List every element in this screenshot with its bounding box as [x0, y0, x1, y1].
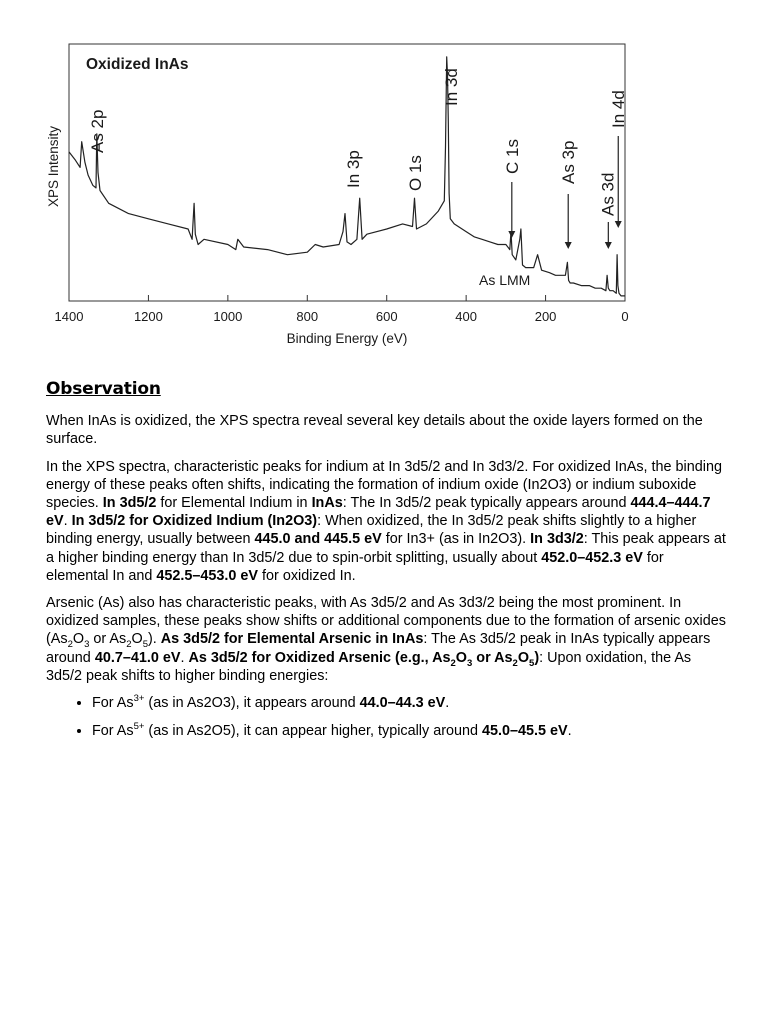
as-3d-arrow-head: [605, 242, 612, 249]
indium-paragraph: In the XPS spectra, characteristic peaks for indium at In 3d5/2 and In 3d3/2. For oxidized InAs, the binding energy of these peaks often shifts, indicating the formation of indium oxide (In2O3) or indium suboxide species. In 3d5/2 for Elemental Indium in InAs: The In 3d5/2 peak typically appears around 444.4–444.7 eV. In 3d5/2 for Oxidized Indium (In2O3): When oxidized, the In 3d5/2 peak shifts slightly to a higher binding energy, usually between 445.0 and 445.5 eV for In3+ (as in In2O3). In 3d3/2: This peak appears at a higher binding energy than In 3d5/2 due to spin-orbit splitting, usually about 452.0–452.3 eV for elemental In and 452.5–453.0 eV for oxidized In.: [46, 458, 726, 584]
oxidation-state-list: [46, 694, 726, 740]
list-item: • For $As^{5+}$ (as in As2O5), it can appear higher, typically around 45.0–45.5 eV.: [92, 722, 726, 740]
intro-paragraph: When InAs is oxidized, the XPS spectra reveal several key details about the oxide layers formed on the surface.: [46, 413, 703, 448]
xps-spectrum-figure: [40, 36, 640, 356]
in-4d-arrow-head: [615, 221, 622, 228]
peak-label-in-3d: In 3d: [441, 68, 461, 106]
peak-label-in-3p: In 3p: [344, 150, 364, 188]
as-lmm-annotation: As LMM: [479, 272, 531, 288]
x-tick-label: 200: [534, 309, 557, 324]
peak-label-as-3d: As 3d: [598, 172, 618, 216]
peak-label-c-1s: C 1s: [502, 139, 522, 174]
peak-label-in-4d: In 4d: [609, 90, 629, 128]
section-heading: Observation: [46, 379, 161, 399]
x-tick-label: 600: [375, 309, 398, 324]
x-tick-label: 0: [621, 309, 629, 324]
peak-label-as-2p: As 2p: [87, 109, 107, 153]
x-tick-label: 800: [296, 309, 319, 324]
peak-label-as-3p: As 3p: [559, 140, 579, 184]
x-tick-label: 400: [455, 309, 477, 324]
y-axis-label: XPS Intensity: [46, 125, 61, 208]
x-axis-label: Binding Energy (eV): [286, 331, 408, 346]
as-3p-arrow-head: [565, 242, 572, 249]
xps-chart: [40, 36, 640, 356]
chart-title: Oxidized InAs: [86, 56, 189, 73]
peak-label-o-1s: O 1s: [406, 155, 426, 191]
list-item: • For $As^{3+}$ (as in As2O3), it appears around 44.0–44.3 eV.: [92, 694, 726, 712]
c-1s-arrow-head: [508, 231, 515, 238]
arsenic-paragraph: Arsenic (As) also has characteristic peaks, with As 3d5/2 and As 3d3/2 being the most prominent. In oxidized samples, these peaks show shifts or additional components due to the formation of arsenic oxides ($As_2O_3$ or $As_2O_5$). As 3d5/2 for Elemental Arsenic in InAs: The As 3d5/2 peak in InAs typically appears around 40.7–41.0 eV. As 3d5/2 for Oxidized Arsenic (e.g., $As_2O_3$ or $As_2O_5$): Upon oxidation, the As 3d5/2 peak shifts to higher binding energies:: [46, 595, 726, 684]
document-body: [46, 380, 726, 750]
x-tick-label: 1200: [133, 309, 163, 324]
x-tick-label: 1400: [54, 309, 84, 324]
x-tick-label: 1000: [213, 309, 243, 324]
